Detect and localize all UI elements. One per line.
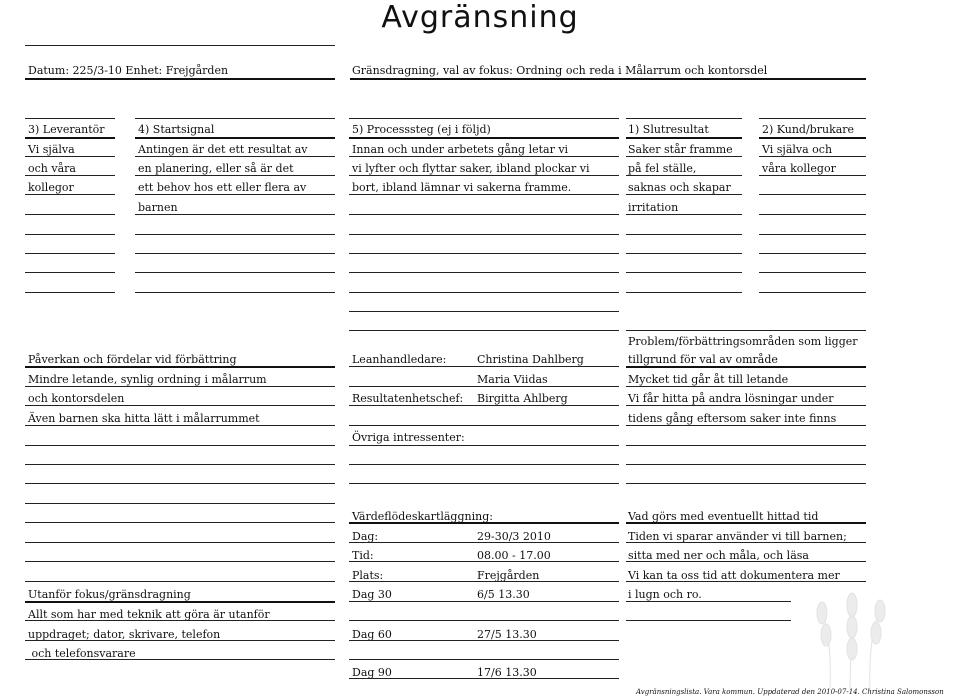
rule-line (626, 405, 866, 406)
rule-line (349, 234, 619, 235)
rule-line (349, 253, 619, 254)
rule-line (626, 601, 791, 602)
startsignal-line: barnen (138, 201, 178, 214)
rule-line (25, 118, 115, 119)
rule-line (135, 175, 335, 176)
rule-line (349, 137, 619, 139)
rule-line (349, 678, 619, 679)
rule-line (349, 445, 619, 446)
vsm-key: Plats: (352, 569, 384, 582)
leverantor-line: Vi själva (28, 143, 75, 156)
paverkan-line: och kontorsdelen (28, 392, 125, 405)
rule-line (25, 292, 115, 293)
rule-line (349, 522, 619, 524)
rule-line (135, 156, 335, 157)
tid-line: sitta med ner och måla, och läsa (628, 549, 809, 562)
chef-label: Resultatenhetschef: (352, 392, 464, 405)
utanfor-line: Allt som har med teknik att göra är utanför (28, 608, 270, 621)
rule-line (626, 386, 866, 387)
rule-line (25, 272, 115, 273)
wheat-watermark (790, 575, 910, 690)
rule-line (135, 118, 335, 119)
rule-line (349, 194, 619, 195)
ovriga-label: Övriga intressenter: (352, 431, 465, 444)
tid-heading: Vad görs med eventuellt hittad tid (628, 510, 819, 523)
rule-line (25, 253, 115, 254)
processsteg-line: bort, ibland lämnar vi sakerna framme. (352, 181, 572, 194)
rule-line (25, 405, 335, 406)
rule-line (349, 425, 619, 426)
tid-line: Vi kan ta oss tid att dokumentera mer (628, 569, 840, 582)
rule-line (349, 620, 619, 621)
rule-line (626, 561, 866, 562)
rule-line (25, 659, 335, 660)
rule-line (626, 272, 742, 273)
problem-line: tidens gång eftersom saker inte finns (628, 412, 837, 425)
rule-line (25, 156, 115, 157)
rule-line (25, 194, 115, 195)
rule-line (25, 214, 115, 215)
rule-line (135, 214, 335, 215)
rule-line (759, 234, 866, 235)
rule-line (626, 118, 742, 119)
vsm-value: 6/5 13.30 (477, 588, 530, 601)
rule-line (626, 214, 742, 215)
slutresultat-line: irritation (628, 201, 679, 214)
vsm-value: Frejgården (477, 569, 540, 582)
rule-line (626, 292, 742, 293)
rule-line (349, 386, 619, 387)
leverantor-line: och våra (28, 162, 76, 175)
rule-line (349, 483, 619, 484)
vsm-key: Dag 60 (352, 628, 392, 641)
problem-line: Mycket tid går åt till letande (628, 373, 789, 386)
vsm-value: 17/6 13.30 (477, 666, 537, 679)
vsm-key: Dag 90 (352, 666, 392, 679)
rule-line (349, 561, 619, 562)
slutresultat-line: Saker står framme (628, 143, 733, 156)
slutresultat-line: på fel ställe, (628, 162, 697, 175)
rule-line (25, 522, 335, 523)
date-unit-field: Datum: 225/3-10 Enhet: Frejgården (28, 64, 229, 77)
kund-line: våra kollegor (762, 162, 836, 175)
tid-line: i lugn och ro. (628, 588, 702, 601)
kund-heading: 2) Kund/brukare (762, 123, 855, 136)
rule-line (25, 542, 335, 543)
rule-line (25, 425, 335, 426)
rule-line (25, 234, 115, 235)
vsm-key: Dag 30 (352, 588, 392, 601)
rule-line (759, 156, 866, 157)
rule-line (759, 137, 866, 139)
rule-line (626, 464, 866, 465)
rule-line (349, 292, 619, 293)
startsignal-line: ett behov hos ett eller flera av (138, 181, 307, 194)
lean-name: Christina Dahlberg (477, 353, 584, 366)
rule-line (626, 483, 866, 484)
lean-name: Maria Viidas (477, 373, 548, 386)
rule-line (759, 292, 866, 293)
footer-note: Avgränsningslista. Vara kommun. Uppdaterad den 2010-07-14. Christina Salomonsson (636, 688, 944, 696)
rule-line (135, 234, 335, 235)
rule-line (349, 542, 619, 543)
problem-heading: Problem/förbättringsområden som ligger (628, 335, 858, 348)
rule-line (759, 118, 866, 119)
rule-line (25, 620, 335, 621)
problem-heading-2: tillgrund för val av område (628, 353, 778, 366)
vsm-value: 29-30/3 2010 (477, 530, 551, 543)
rule-line (135, 272, 335, 273)
rule-line (759, 253, 866, 254)
leverantor-line: kollegor (28, 181, 74, 194)
utanfor-heading: Utanför fokus/gränsdragning (28, 588, 191, 601)
rule-line (349, 175, 619, 176)
rule-line (626, 542, 866, 543)
processsteg-line: Innan och under arbetets gång letar vi (352, 143, 569, 156)
vsm-value: 08.00 - 17.00 (477, 549, 551, 562)
rule-line (626, 175, 742, 176)
rule-line (25, 137, 115, 139)
rule-line (626, 137, 742, 139)
rule-line (349, 464, 619, 465)
rule-line (759, 214, 866, 215)
kund-line: Vi själva och (762, 143, 833, 156)
rule-line (25, 561, 335, 562)
rule-line (349, 311, 619, 312)
rule-line (626, 366, 866, 368)
rule-line (349, 366, 619, 367)
rule-line (349, 659, 619, 660)
rule-line (759, 272, 866, 273)
tid-line: Tiden vi sparar använder vi till barnen; (628, 530, 847, 543)
page-title: Avgränsning (381, 0, 579, 35)
rule-line (25, 175, 115, 176)
rule-line (25, 386, 335, 387)
header-rule-right (350, 78, 866, 80)
problem-line: Vi får hitta på andra lösningar under (628, 392, 834, 405)
rule-line (25, 601, 335, 603)
rule-line (25, 464, 335, 465)
rule-line (135, 137, 335, 139)
rule-line (349, 214, 619, 215)
paverkan-heading: Påverkan och fördelar vid förbättring (28, 353, 237, 366)
rule-line (626, 425, 866, 426)
startsignal-line: Antingen är det ett resultat av (138, 143, 308, 156)
rule-line (626, 445, 866, 446)
rule-line (626, 330, 866, 331)
utanfor-line: uppdraget; dator, skrivare, telefon (28, 628, 221, 641)
rule-line (759, 175, 866, 176)
startsignal-heading: 4) Startsignal (138, 123, 215, 136)
rule-line (626, 253, 742, 254)
header-rule-left (25, 78, 335, 80)
rule-line (25, 483, 335, 484)
vsm-heading: Värdeflödeskartläggning: (352, 510, 493, 523)
utanfor-line: och telefonsvarare (28, 647, 136, 660)
header-top-rule (25, 45, 335, 46)
rule-line (135, 292, 335, 293)
rule-line (349, 118, 619, 119)
leverantor-heading: 3) Leverantör (28, 123, 105, 136)
rule-line (25, 640, 335, 641)
rule-line (25, 581, 335, 582)
rule-line (626, 581, 866, 582)
rule-line (349, 405, 619, 406)
rule-line (25, 503, 335, 504)
rule-line (135, 194, 335, 195)
scope-field: Gränsdragning, val av fokus: Ordning och reda i Målarrum och kontorsdel (352, 64, 768, 77)
startsignal-line: en planering, eller så är det (138, 162, 294, 175)
paverkan-line: Mindre letande, synlig ordning i målarrum (28, 373, 267, 386)
rule-line (349, 272, 619, 273)
processsteg-heading: 5) Processsteg (ej i följd) (352, 123, 491, 136)
vsm-key: Tid: (352, 549, 374, 562)
rule-line (626, 194, 742, 195)
rule-line (135, 253, 335, 254)
vsm-value: 27/5 13.30 (477, 628, 537, 641)
rule-line (349, 640, 619, 641)
slutresultat-line: saknas och skapar (628, 181, 731, 194)
rule-line (349, 581, 619, 582)
slutresultat-heading: 1) Slutresultat (628, 123, 709, 136)
rule-line (349, 156, 619, 157)
rule-line (349, 601, 619, 602)
chef-name: Birgitta Ahlberg (477, 392, 568, 405)
rule-line (25, 445, 335, 446)
vsm-key: Dag: (352, 530, 379, 543)
rule-line (759, 194, 866, 195)
processsteg-line: vi lyfter och flyttar saker, ibland plockar vi (352, 162, 590, 175)
rule-line (626, 156, 742, 157)
rule-line (25, 366, 335, 368)
rule-line (626, 234, 742, 235)
rule-line (626, 620, 791, 621)
rule-line (626, 522, 866, 524)
rule-line (349, 330, 619, 331)
paverkan-line: Även barnen ska hitta lätt i målarrummet (28, 412, 260, 425)
lean-label: Leanhandledare: (352, 353, 447, 366)
